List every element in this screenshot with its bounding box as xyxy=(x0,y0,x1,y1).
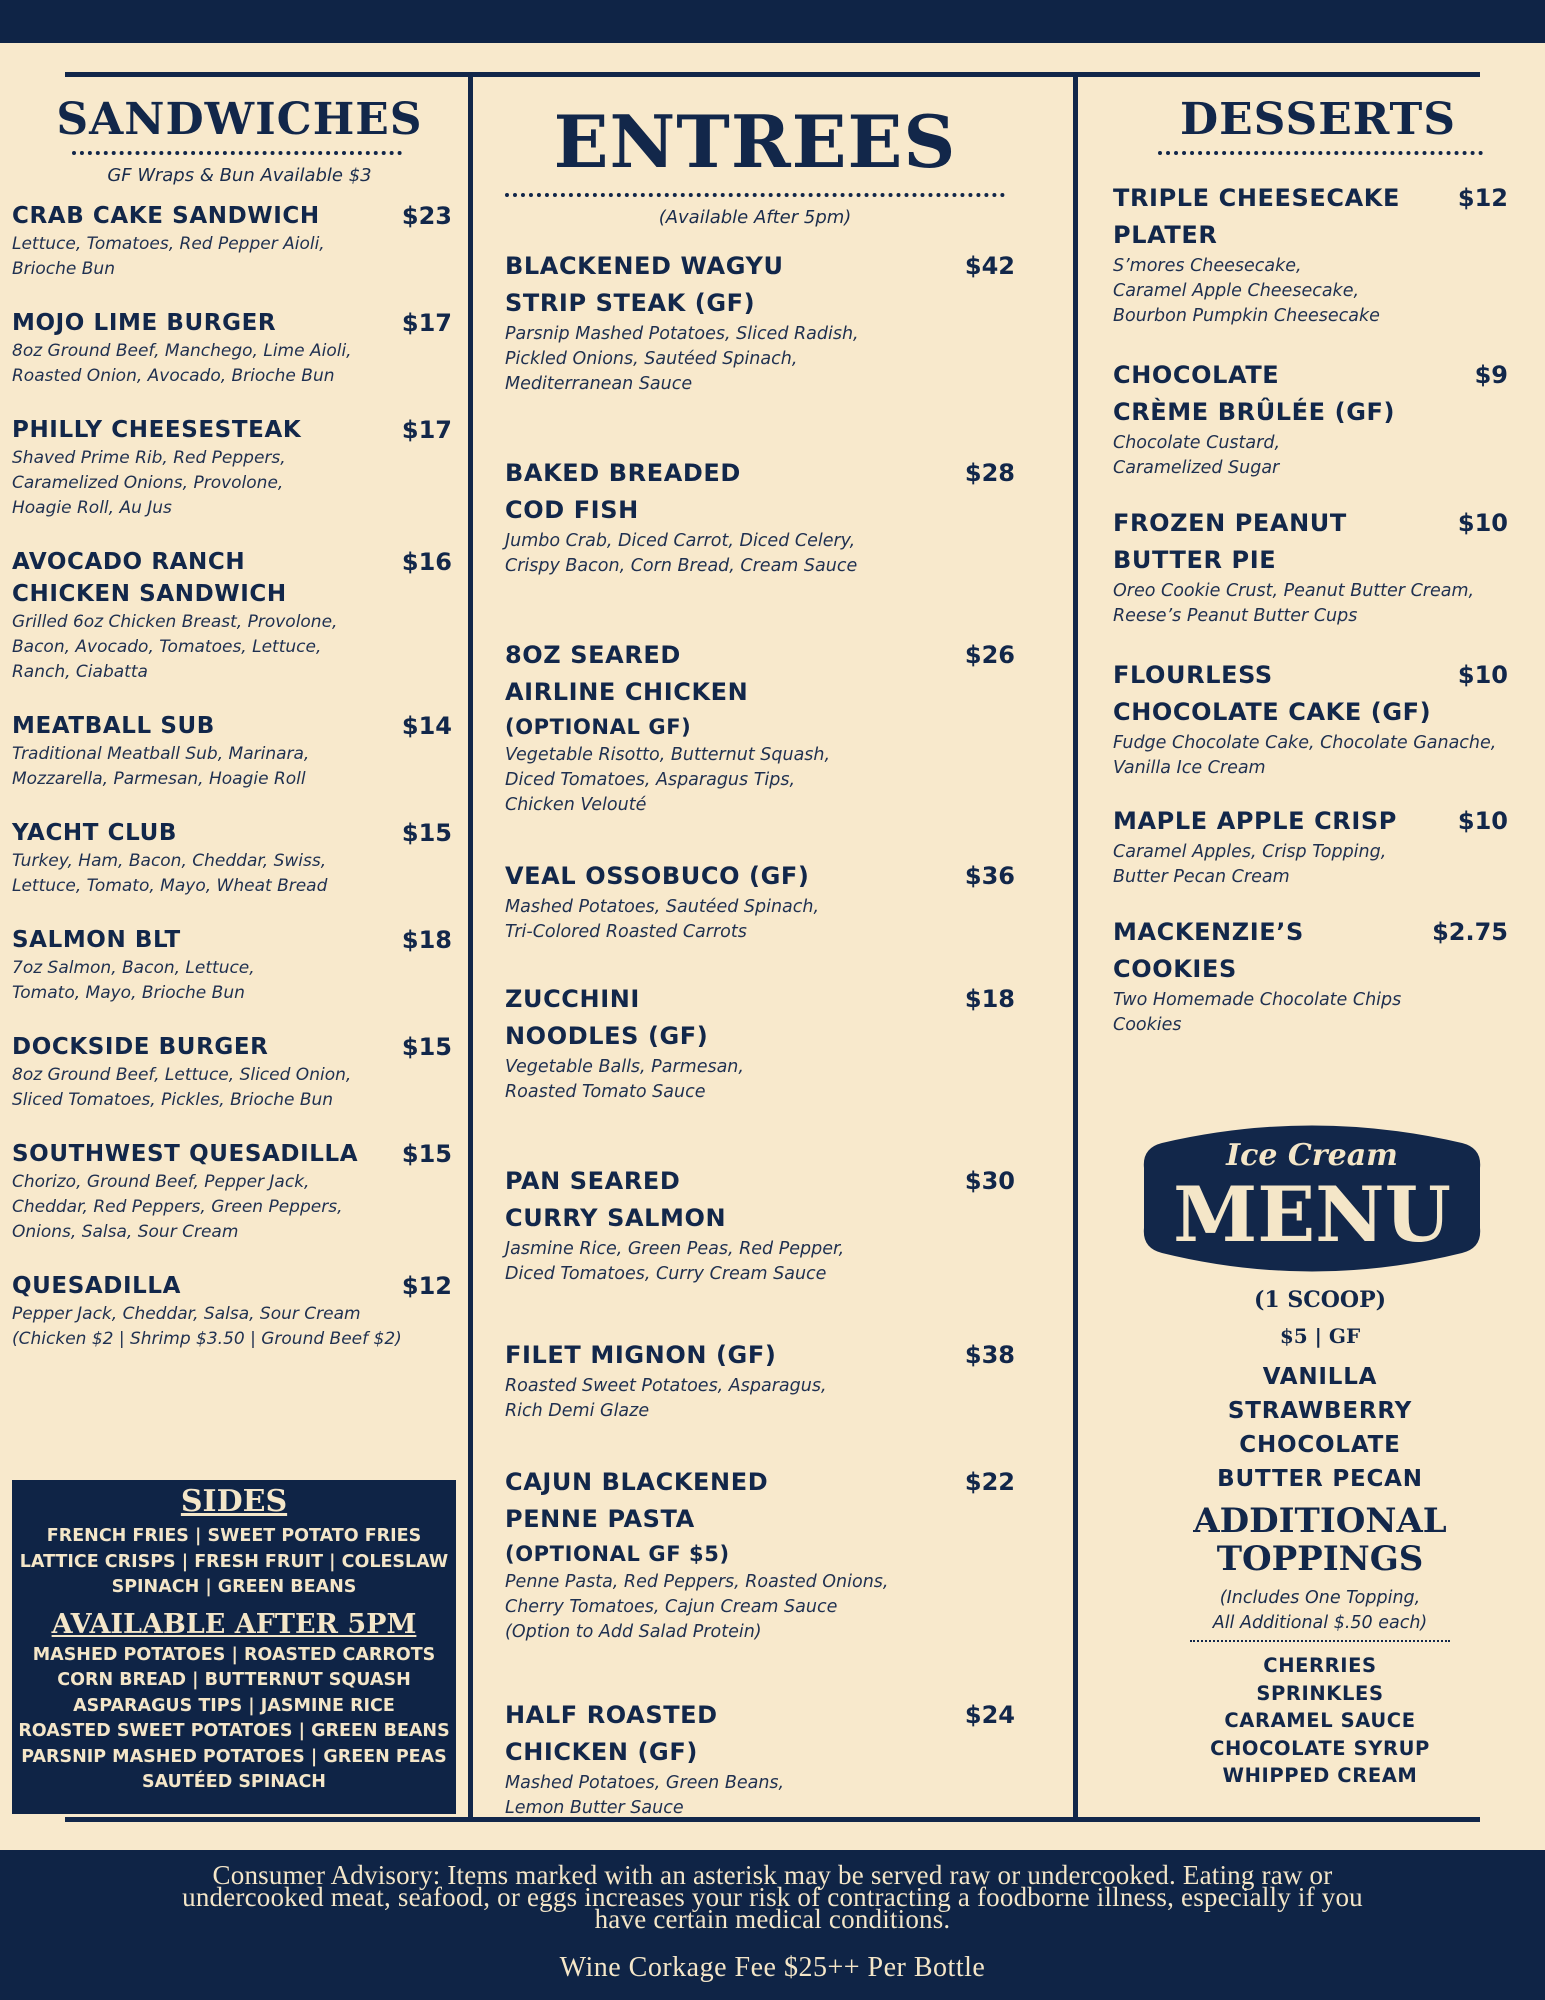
item-name-line2: PLATER xyxy=(1113,221,1218,249)
corkage-fee: Wine Corkage Fee $25++ Per Bottle xyxy=(559,1952,986,1983)
sandwiches-title: SANDWICHES xyxy=(56,94,423,145)
divider-left xyxy=(468,75,473,1820)
divider-right xyxy=(1073,75,1078,1820)
menu-item xyxy=(12,307,452,389)
item-price: $9 xyxy=(1474,361,1508,389)
item-description: Butter Pecan Cream xyxy=(1113,867,1290,887)
ice-cream-script: Ice Cream xyxy=(1226,1138,1398,1173)
menu-item xyxy=(1113,657,1508,781)
item-price: $18 xyxy=(964,985,1015,1013)
item-description: (Chicken $2 | Shrimp $3.50 | Ground Beef $2) xyxy=(12,1329,402,1349)
item-description: Onions, Salsa, Sour Cream xyxy=(12,1222,239,1242)
item-description: Pickled Onions, Sautéed Spinach, xyxy=(505,349,798,369)
item-description: Cherry Tomatoes, Cajun Cream Sauce xyxy=(505,1597,838,1617)
item-price: $12 xyxy=(1457,184,1508,212)
flavor-item: VANILLA xyxy=(1262,1364,1378,1390)
item-description: Bourbon Pumpkin Cheesecake xyxy=(1113,306,1380,326)
item-description: Ranch, Ciabatta xyxy=(12,662,148,682)
topping-list xyxy=(1130,1652,1510,1790)
item-price: $12 xyxy=(401,1272,452,1300)
item-name: ZUCCHINI xyxy=(505,985,640,1013)
sides-list xyxy=(12,1524,456,1601)
item-name: PAN SEARED xyxy=(505,1167,681,1195)
advisory-line-3: have certain medical conditions. xyxy=(594,1904,951,1934)
item-description: Two Homemade Chocolate Chips xyxy=(1113,990,1402,1010)
item-name-line2: COD FISH xyxy=(505,496,639,524)
topping-item: CHERRIES xyxy=(1263,1654,1377,1677)
menu-item xyxy=(12,414,452,521)
item-description: Caramelized Sugar xyxy=(1113,458,1280,478)
item-description: Grilled 6oz Chicken Breast, Provolone, xyxy=(12,612,338,632)
item-price: $15 xyxy=(401,1140,452,1168)
item-description: 7oz Salmon, Bacon, Lettuce, xyxy=(12,958,255,978)
item-description: Jumbo Crab, Diced Carrot, Diced Celery, xyxy=(505,531,856,551)
item-name: BLACKENED WAGYU xyxy=(505,252,784,280)
item-description: Cheddar, Red Peppers, Green Peppers, xyxy=(12,1197,343,1217)
footer xyxy=(0,1850,1545,2000)
item-name: QUESADILLA xyxy=(12,1273,182,1299)
item-name: MACKENZIE’S xyxy=(1113,918,1304,946)
desserts-section xyxy=(1113,95,1533,1038)
item-price: $24 xyxy=(964,1701,1015,1729)
item-price: $23 xyxy=(401,202,452,230)
item-description: S’mores Cheesecake, xyxy=(1113,256,1302,276)
item-description: Fudge Chocolate Cake, Chocolate Ganache, xyxy=(1113,733,1497,753)
toppings-note-1: (Includes One Topping, xyxy=(1219,1588,1421,1608)
menu-item xyxy=(505,1697,1015,1821)
item-name-line2: CURRY SALMON xyxy=(505,1204,727,1232)
entrees-section xyxy=(505,95,1035,1821)
item-price: $17 xyxy=(401,416,452,444)
item-price: $10 xyxy=(1457,509,1508,537)
topping-item: CARAMEL SAUCE xyxy=(1224,1709,1416,1732)
toppings-title-line1: ADDITIONAL xyxy=(1193,1501,1447,1541)
item-name-line2: AIRLINE CHICKEN xyxy=(505,678,749,706)
item-description: Lettuce, Tomato, Mayo, Wheat Bread xyxy=(12,876,328,896)
item-name: SOUTHWEST QUESADILLA xyxy=(12,1141,359,1167)
sides-panel xyxy=(12,1480,456,1814)
side-item-line: LATTICE CRISPS | FRESH FRUIT | COLESLAW xyxy=(19,1551,449,1572)
item-description: Lettuce, Tomatoes, Red Pepper Aioli, xyxy=(12,234,325,254)
item-description: Mashed Potatoes, Green Beans, xyxy=(505,1773,785,1793)
menu-item xyxy=(12,710,452,792)
item-description: Tri-Colored Roasted Carrots xyxy=(505,922,747,942)
entrees-note: (Available After 5pm) xyxy=(658,207,852,228)
item-description: Oreo Cookie Crust, Peanut Butter Cream, xyxy=(1113,581,1475,601)
item-price: $22 xyxy=(964,1468,1015,1496)
menu-item xyxy=(12,1031,452,1113)
item-price: $42 xyxy=(964,252,1015,280)
side-item-line: SPINACH | GREEN BEANS xyxy=(111,1577,357,1597)
item-description: Vegetable Balls, Parmesan, xyxy=(505,1057,744,1077)
item-price: $38 xyxy=(964,1341,1015,1369)
item-description: Vegetable Risotto, Butternut Squash, xyxy=(505,745,831,765)
item-description: Sliced Tomatoes, Pickles, Brioche Bun xyxy=(12,1090,334,1110)
item-name: HALF ROASTED xyxy=(505,1701,718,1729)
menu-item xyxy=(1113,505,1508,629)
item-description: Mediterranean Sauce xyxy=(505,374,693,394)
item-name: MAPLE APPLE CRISP xyxy=(1113,807,1397,835)
after-5pm-side-line: PARSNIP MASHED POTATOES | GREEN PEAS xyxy=(21,1746,447,1767)
item-name: YACHT CLUB xyxy=(12,820,178,846)
item-name-line2: NOODLES (GF) xyxy=(505,1022,709,1050)
item-description: Turkey, Ham, Bacon, Cheddar, Swiss, xyxy=(12,851,327,871)
menu-item xyxy=(505,981,1015,1105)
item-name-line2: STRIP STEAK (GF) xyxy=(505,289,756,317)
item-description: 8oz Ground Beef, Manchego, Lime Aioli, xyxy=(12,341,352,361)
advisory-line-2: undercooked meat, seafood, or eggs increases your risk of contracting a foodborne illness, especially if you xyxy=(182,1882,1363,1912)
item-price: $18 xyxy=(401,926,452,954)
item-name-line2: COOKIES xyxy=(1113,955,1237,983)
sides-title: SIDES xyxy=(180,1484,288,1519)
item-name: VEAL OSSOBUCO (GF) xyxy=(505,862,810,890)
after-5pm-side-line: SAUTÉED SPINACH xyxy=(142,1772,326,1792)
item-name: MOJO LIME BURGER xyxy=(12,310,277,336)
item-name: MEATBALL SUB xyxy=(12,713,215,739)
item-name: SALMON BLT xyxy=(12,927,181,953)
item-price: $17 xyxy=(401,309,452,337)
item-description: Mashed Potatoes, Sautéed Spinach, xyxy=(505,897,820,917)
menu-item xyxy=(505,1337,1015,1424)
advisory-line-1: Consumer Advisory: Items marked with an asterisk may be served raw or undercooked. Eating raw or xyxy=(212,1860,1333,1890)
entrees-divider xyxy=(505,193,1005,197)
item-name-line2: CHOCOLATE CAKE (GF) xyxy=(1113,698,1432,726)
after-5pm-side-line: ROASTED SWEET POTATOES | GREEN BEANS xyxy=(18,1721,450,1741)
flavor-list xyxy=(1130,1360,1510,1496)
item-description: Crispy Bacon, Corn Bread, Cream Sauce xyxy=(505,556,858,576)
item-description: Penne Pasta, Red Peppers, Roasted Onions, xyxy=(505,1572,889,1592)
item-name: PHILLY CHEESESTEAK xyxy=(12,417,302,443)
side-item-line: FRENCH FRIES | SWEET POTATO FRIES xyxy=(46,1526,422,1546)
item-name-line2: CHICKEN SANDWICH xyxy=(12,581,287,607)
menu-item xyxy=(1113,180,1508,329)
item-price: $10 xyxy=(1457,807,1508,835)
flavor-item: BUTTER PECAN xyxy=(1217,1466,1423,1492)
menu-item xyxy=(505,455,1015,579)
item-description: (Option to Add Salad Protein) xyxy=(505,1622,762,1642)
menu-item xyxy=(505,637,1015,818)
item-description: Caramel Apples, Crisp Topping, xyxy=(1113,842,1387,862)
dessert-list xyxy=(1113,180,1508,1038)
menu-item xyxy=(505,1163,1015,1287)
item-price: $16 xyxy=(401,548,452,576)
item-price: $2.75 xyxy=(1432,918,1508,946)
toppings-title xyxy=(1130,1502,1510,1578)
item-name-line2: BUTTER PIE xyxy=(1113,546,1277,574)
item-description: Tomato, Mayo, Brioche Bun xyxy=(12,983,245,1003)
item-price: $36 xyxy=(964,862,1015,890)
item-price: $15 xyxy=(401,1033,452,1061)
menu-item xyxy=(505,1464,1015,1645)
item-name-line2: PENNE PASTA xyxy=(505,1505,695,1533)
desserts-title: DESSERTS xyxy=(1179,94,1457,145)
item-description: Jasmine Rice, Green Peas, Red Pepper, xyxy=(505,1239,845,1259)
item-price: $15 xyxy=(401,819,452,847)
sandwiches-note: GF Wraps & Bun Available $3 xyxy=(107,165,372,186)
item-name: 8OZ SEARED xyxy=(505,641,681,669)
ice-cream-details xyxy=(1130,1282,1510,1790)
item-price: $28 xyxy=(964,459,1015,487)
ice-cream-menu-badge xyxy=(1142,1118,1482,1278)
item-description: Reese’s Peanut Butter Cups xyxy=(1113,606,1358,626)
item-description: 8oz Ground Beef, Lettuce, Sliced Onion, xyxy=(12,1065,352,1085)
item-name-line2: CHICKEN (GF) xyxy=(505,1738,698,1766)
item-description: Chicken Velouté xyxy=(505,795,647,815)
item-price: $30 xyxy=(964,1167,1015,1195)
topping-item: CHOCOLATE SYRUP xyxy=(1210,1736,1430,1760)
item-name: CHOCOLATE xyxy=(1113,361,1280,389)
menu-item xyxy=(1113,803,1508,890)
item-name: FROZEN PEANUT xyxy=(1113,509,1347,537)
item-price: $14 xyxy=(401,712,452,740)
item-description: Roasted Onion, Avocado, Brioche Bun xyxy=(12,366,335,386)
item-description: Parsnip Mashed Potatoes, Sliced Radish, xyxy=(505,324,859,344)
menu-item xyxy=(12,1270,452,1352)
after-5pm-side-line: CORN BREAD | BUTTERNUT SQUASH xyxy=(57,1670,411,1690)
item-name: CRAB CAKE SANDWICH xyxy=(12,203,320,229)
item-name: AVOCADO RANCH xyxy=(12,549,246,575)
after-5pm-title: AVAILABLE AFTER 5PM xyxy=(51,1608,417,1640)
ice-cream-menu-title: MENU xyxy=(1173,1170,1451,1259)
sandwiches-divider xyxy=(72,151,402,155)
item-description: Diced Tomatoes, Curry Cream Sauce xyxy=(505,1264,827,1284)
item-description: Lemon Butter Sauce xyxy=(505,1798,684,1818)
item-name: BAKED BREADED xyxy=(505,459,741,487)
item-name: DOCKSIDE BURGER xyxy=(12,1034,269,1060)
top-banner xyxy=(0,0,1545,43)
menu-item xyxy=(1113,357,1508,481)
item-description: Chocolate Custard, xyxy=(1113,433,1281,453)
sandwich-list xyxy=(12,200,452,1352)
item-price: $10 xyxy=(1457,661,1508,689)
top-rule xyxy=(65,72,1480,77)
flavor-item: STRAWBERRY xyxy=(1227,1398,1413,1424)
menu-item xyxy=(505,858,1015,945)
consumer-advisory xyxy=(0,1850,1545,1934)
menu-item xyxy=(12,200,452,282)
menu-item xyxy=(12,817,452,899)
toppings-title-line2: TOPPINGS xyxy=(1216,1539,1424,1579)
item-name: TRIPLE CHEESECAKE xyxy=(1113,184,1400,212)
after-5pm-sides-list xyxy=(12,1643,456,1796)
toppings-divider xyxy=(1190,1640,1450,1642)
item-description: Rich Demi Glaze xyxy=(505,1401,650,1421)
scoop-price: $5 | GF xyxy=(1279,1324,1361,1348)
topping-item: SPRINKLES xyxy=(1256,1681,1384,1705)
item-dietary-note: (OPTIONAL GF) xyxy=(505,715,692,739)
item-description: Shaved Prime Rib, Red Peppers, xyxy=(12,448,286,468)
item-name: FLOURLESS xyxy=(1113,661,1273,689)
toppings-note-2: All Additional $.50 each) xyxy=(1212,1613,1428,1633)
item-description: Diced Tomatoes, Asparagus Tips, xyxy=(505,770,796,790)
item-description: Bacon, Avocado, Tomatoes, Lettuce, xyxy=(12,637,322,657)
item-name-line2: CRÈME BRÛLÉE (GF) xyxy=(1113,398,1396,426)
item-description: Vanilla Ice Cream xyxy=(1113,758,1266,778)
flavor-item: CHOCOLATE xyxy=(1239,1432,1401,1458)
scoop-size: (1 SCOOP) xyxy=(1253,1287,1387,1313)
item-description: Chorizo, Ground Beef, Pepper Jack, xyxy=(12,1172,310,1192)
menu-item xyxy=(12,924,452,1006)
item-description: Caramelized Onions, Provolone, xyxy=(12,473,284,493)
after-5pm-side-line: MASHED POTATOES | ROASTED CARROTS xyxy=(32,1644,436,1665)
item-price: $26 xyxy=(964,641,1015,669)
item-description: Mozzarella, Parmesan, Hoagie Roll xyxy=(12,769,306,789)
item-name: FILET MIGNON (GF) xyxy=(505,1341,777,1369)
menu-item xyxy=(505,248,1015,397)
desserts-divider xyxy=(1158,151,1483,155)
menu-item xyxy=(1113,914,1508,1038)
item-description: Traditional Meatball Sub, Marinara, xyxy=(12,744,310,764)
item-description: Hoagie Roll, Au Jus xyxy=(12,498,172,518)
item-description: Roasted Sweet Potatoes, Asparagus, xyxy=(505,1376,827,1396)
item-description: Caramel Apple Cheesecake, xyxy=(1113,281,1360,301)
item-description: Roasted Tomato Sauce xyxy=(505,1082,706,1102)
item-description: Brioche Bun xyxy=(12,259,115,279)
sandwiches-section xyxy=(12,95,452,1377)
menu-item xyxy=(12,546,452,685)
item-description: Cookies xyxy=(1113,1015,1182,1035)
after-5pm-side-line: ASPARAGUS TIPS | JASMINE RICE xyxy=(73,1695,395,1716)
menu-item xyxy=(12,1138,452,1245)
topping-item: WHIPPED CREAM xyxy=(1222,1764,1418,1787)
entrees-title: ENTREES xyxy=(553,99,957,184)
item-dietary-note: (OPTIONAL GF $5) xyxy=(505,1542,730,1566)
item-name: CAJUN BLACKENED xyxy=(505,1468,769,1496)
entree-list xyxy=(505,248,1015,1821)
item-description: Pepper Jack, Cheddar, Salsa, Sour Cream xyxy=(12,1304,361,1324)
